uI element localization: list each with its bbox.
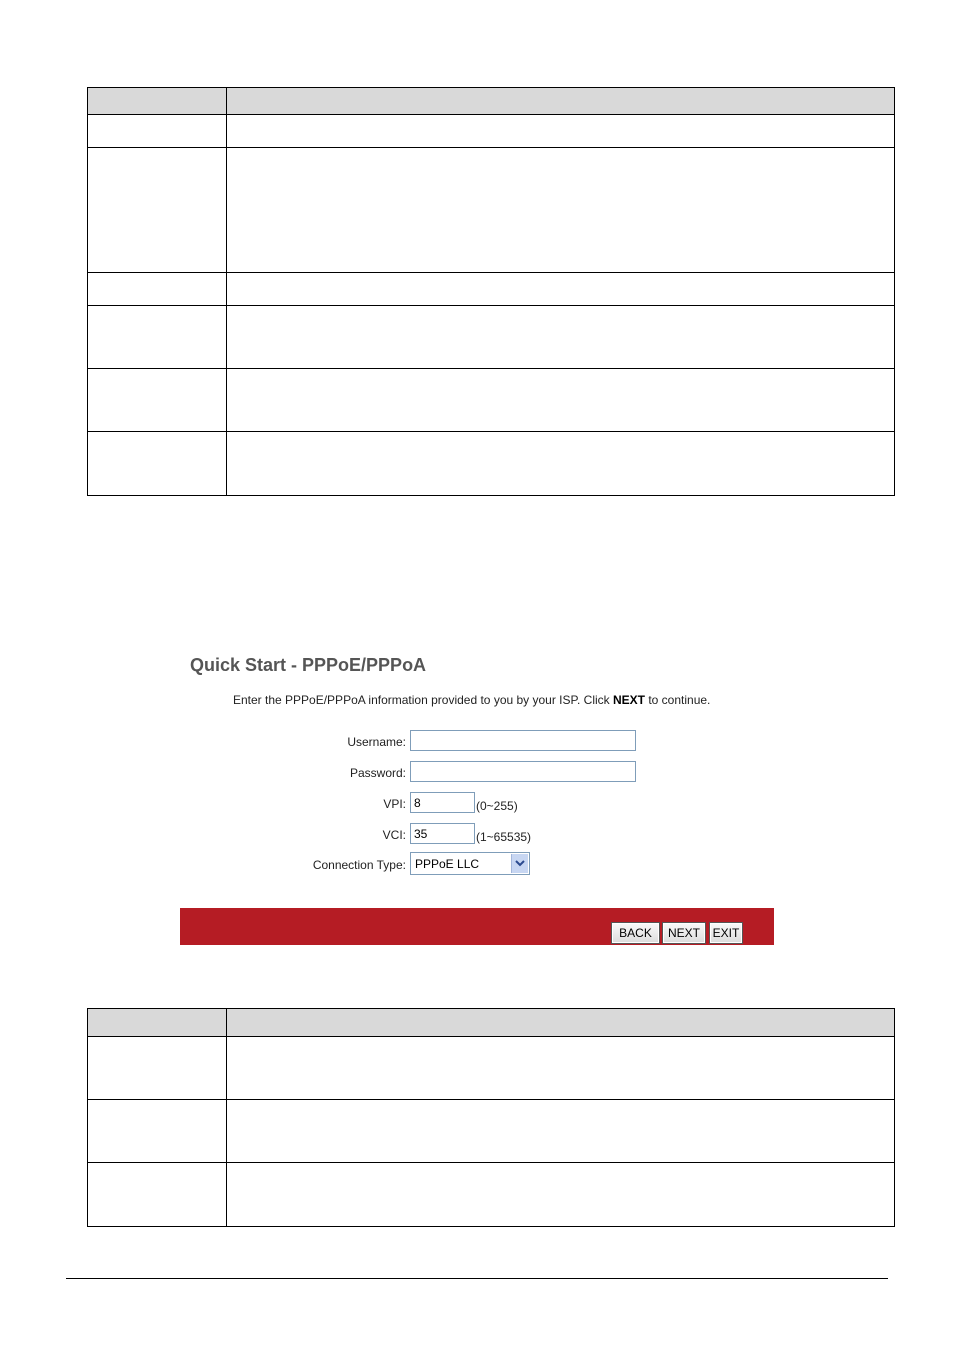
dropdown-arrow-button[interactable]	[511, 854, 528, 873]
vci-input[interactable]	[410, 823, 475, 844]
table-cell	[88, 88, 227, 115]
table-cell	[88, 1163, 227, 1227]
table-cell	[88, 1100, 227, 1163]
username-label: Username:	[347, 735, 406, 749]
instruction-bold: NEXT	[612, 693, 645, 707]
username-input[interactable]	[410, 730, 636, 751]
table-cell	[227, 115, 895, 148]
table-cell	[88, 115, 227, 148]
top-description-table	[87, 87, 895, 496]
table-cell	[88, 432, 227, 496]
table-row	[88, 1037, 895, 1100]
vpi-label: VPI:	[383, 797, 406, 811]
table-cell	[88, 273, 227, 306]
vpi-input[interactable]	[410, 792, 475, 813]
chevron-down-icon	[515, 860, 525, 867]
table-row	[88, 273, 895, 306]
password-label: Password:	[349, 766, 406, 780]
table-row	[88, 432, 895, 496]
table-cell	[227, 273, 895, 306]
table-cell	[88, 369, 227, 432]
table-cell	[227, 148, 895, 273]
table-row	[88, 115, 895, 148]
table-header-row	[88, 1009, 895, 1037]
button-bar	[180, 908, 774, 945]
table-cell	[88, 1037, 227, 1100]
table-header-row	[88, 88, 895, 115]
quick-start-panel	[180, 650, 774, 946]
table-cell	[227, 369, 895, 432]
password-input[interactable]	[410, 761, 636, 782]
instruction-prefix: Enter the PPPoE/PPPoA information provided to you by your ISP. Click	[233, 693, 613, 707]
table-cell	[227, 1037, 895, 1100]
table-cell	[88, 306, 227, 369]
instruction-text	[233, 693, 710, 707]
table-row	[88, 369, 895, 432]
table-row	[88, 148, 895, 273]
table-cell	[227, 432, 895, 496]
table-row	[88, 1100, 895, 1163]
vpi-range-hint: (0~255)	[476, 799, 518, 813]
table-cell	[227, 1009, 895, 1037]
connection-type-label: Connection Type:	[312, 858, 406, 872]
exit-button[interactable]: EXIT	[709, 922, 743, 944]
connection-type-value: PPPoE LLC	[415, 857, 480, 871]
table-cell	[227, 88, 895, 115]
bottom-description-table	[87, 1008, 895, 1227]
table-row	[88, 1163, 895, 1227]
back-button[interactable]: BACK	[611, 922, 660, 944]
vci-range-hint: (1~65535)	[476, 830, 532, 844]
table-cell	[88, 1009, 227, 1037]
footer-divider	[66, 1278, 888, 1279]
connection-type-select[interactable]	[410, 852, 530, 875]
table-cell	[227, 1163, 895, 1227]
page-title: Quick Start - PPPoE/PPPoA	[190, 655, 427, 675]
table-cell	[227, 1100, 895, 1163]
table-cell	[88, 148, 227, 273]
vci-label: VCI:	[382, 828, 406, 842]
next-button[interactable]: NEXT	[662, 922, 706, 944]
table-cell	[227, 306, 895, 369]
table-row	[88, 306, 895, 369]
instruction-suffix: to continue.	[645, 693, 711, 707]
